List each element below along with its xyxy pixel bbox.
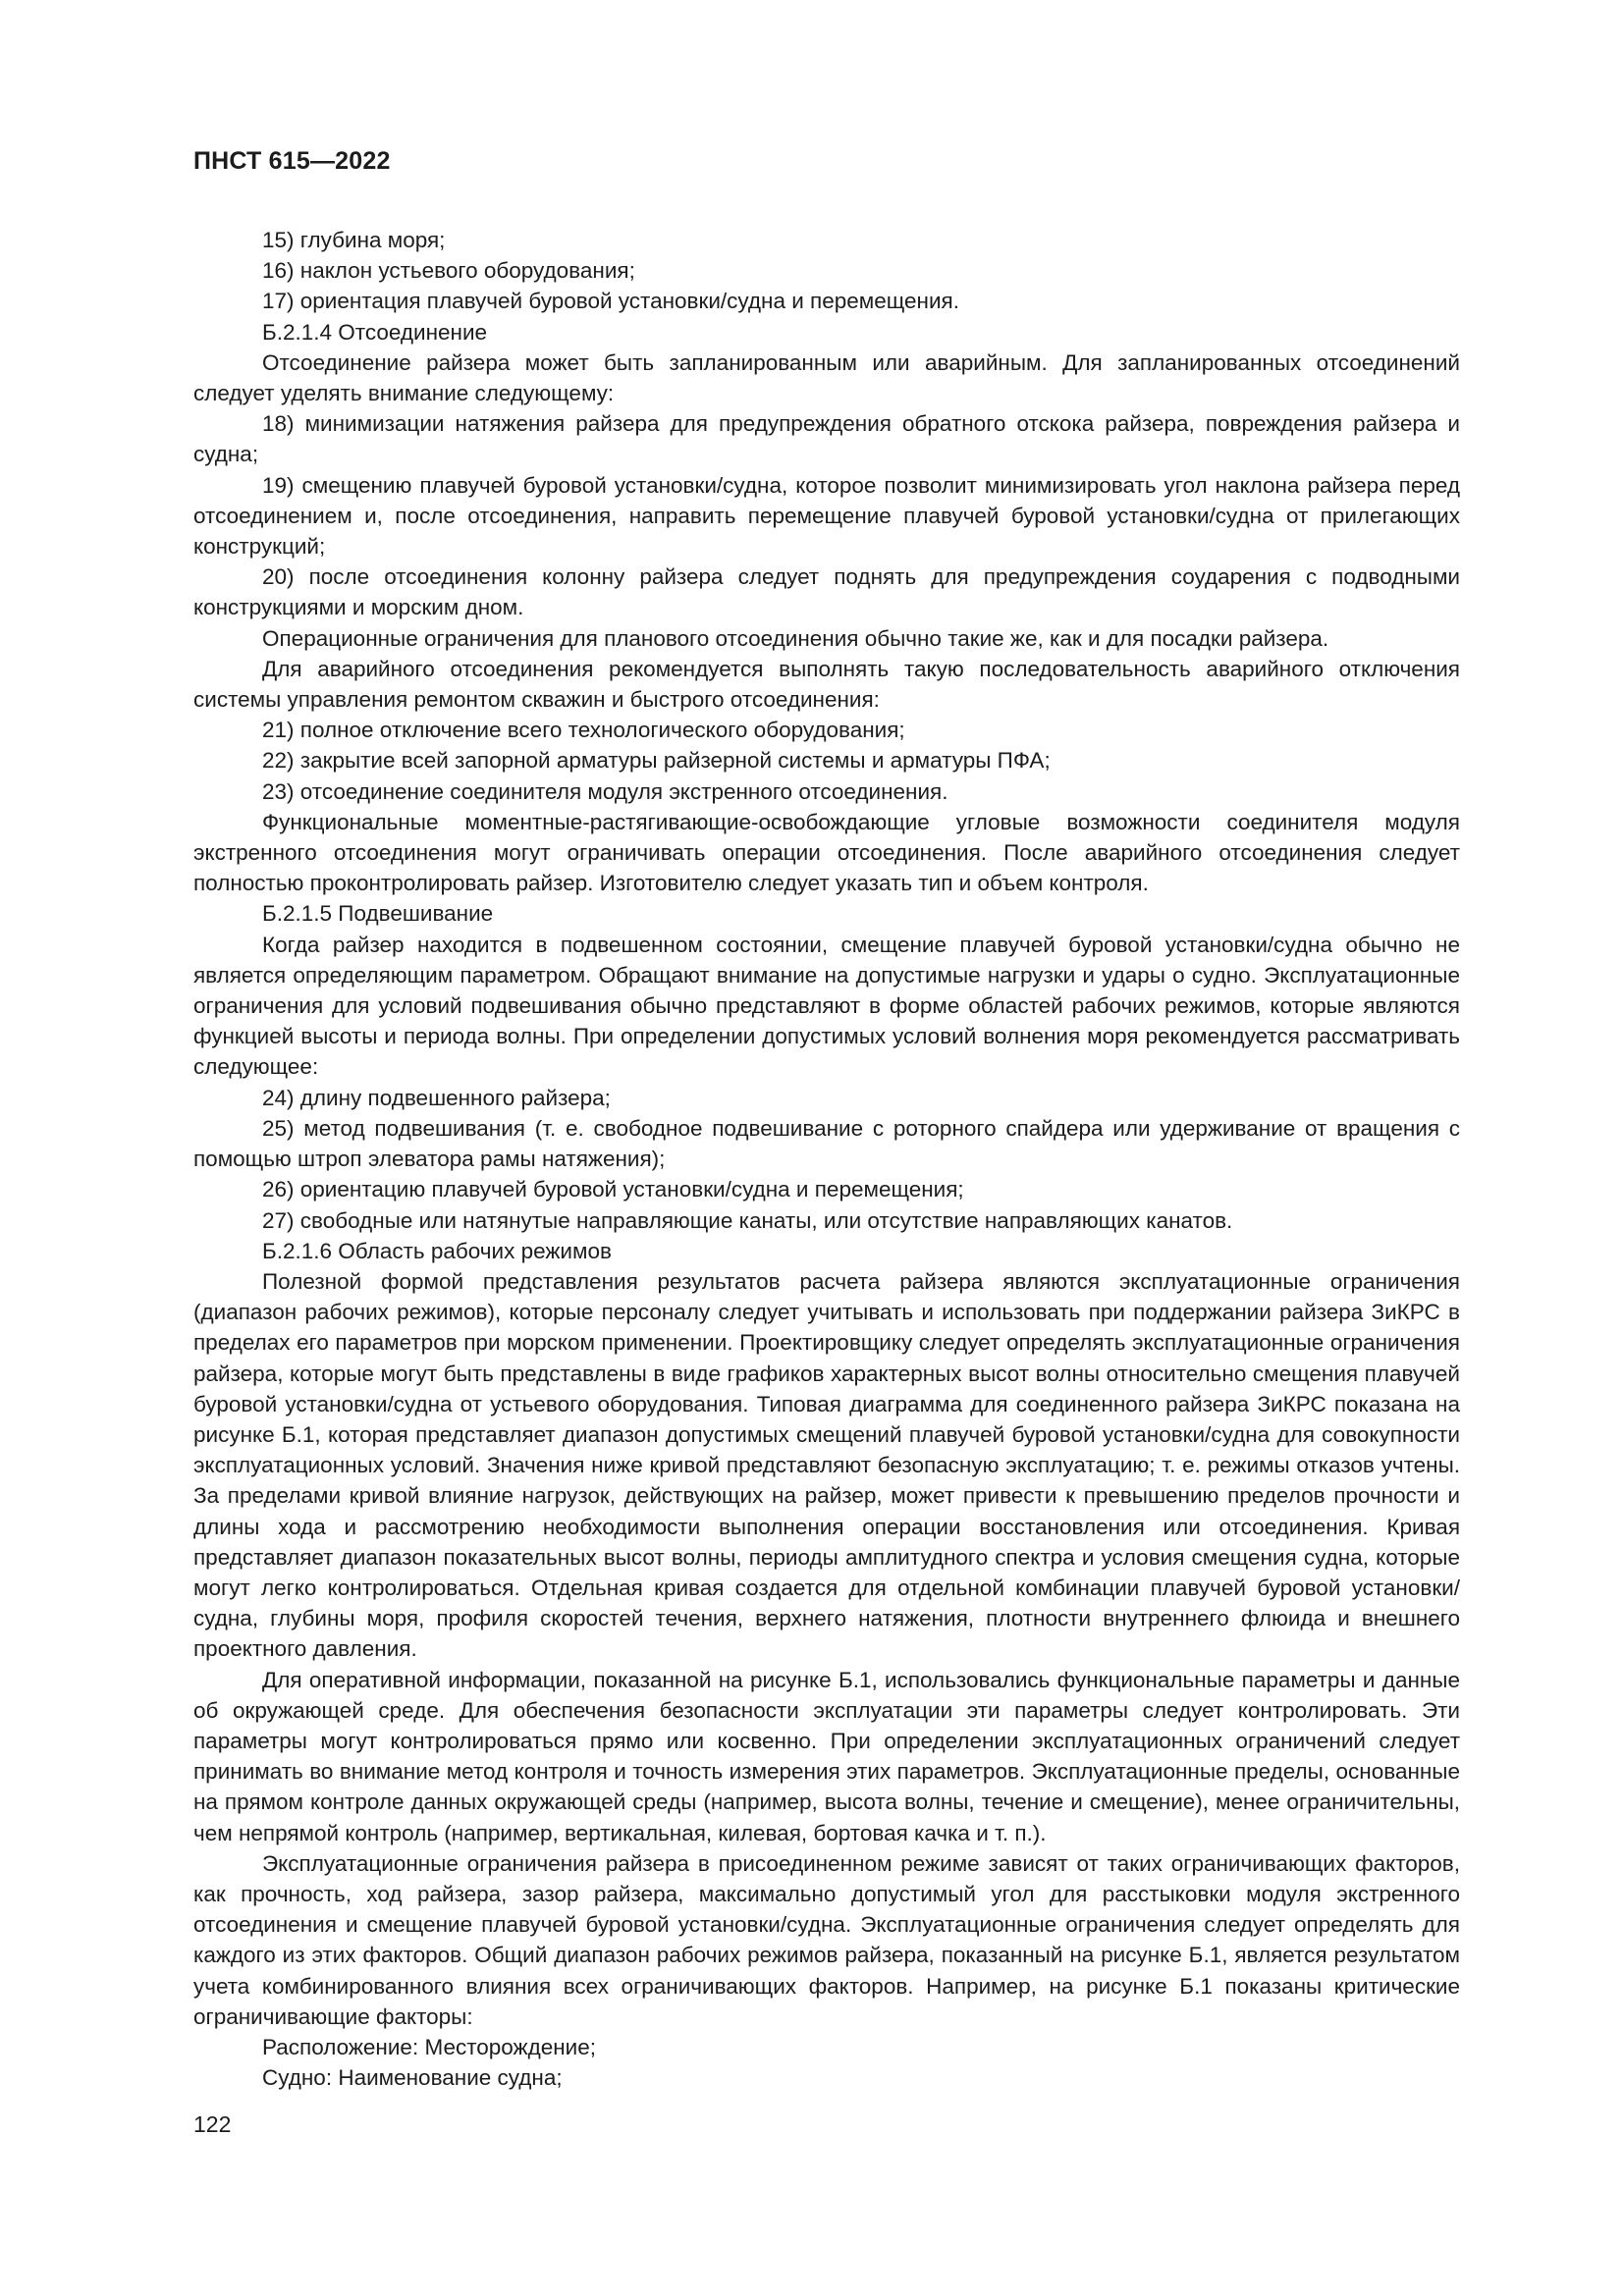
list-item-27: 27) свободные или натянутые направляющие канаты, или отсутствие направляющих канатов. — [262, 1207, 1233, 1233]
list-item-19: 19) смещению плавучей буровой установки/судна, которое позволит минимизировать угол наклона райзера перед отсоединением и, после отсоединения, направить перемещение плавучей буровой установки/судна от прилегающих конструкций; — [193, 472, 1460, 560]
paragraph: Функциональные моментные-растягивающие-освобождающие угловые возможности соединителя модуля экстренного отсоединения могут ограничивать операции отсоединения. После аварийного отсоединения следует полностью проконтролировать райзер. Изготовителю следует указать тип и объем контроля. — [193, 809, 1460, 896]
list-item-17: 17) ориентация плавучей буровой установки/судна и перемещения. — [262, 289, 959, 314]
paragraph: Операционные ограничения для планового отсоединения обычно такие же, как и для посадки райзера. — [262, 625, 1329, 651]
section-heading-b2-1-6: Б.2.1.6 Область рабочих режимов — [262, 1238, 612, 1263]
paragraph: Для оперативной информации, показанной на рисунке Б.1, использовались функциональные параметры и данные об окружающей среде. Для обеспечения безопасности эксплуатации эти параметры следует контролировать. Эти параметры могут контролироваться прямо или косвенно. При определении эксплуатационных ограничений следует принимать во внимание метод контроля и точность измерения этих параметров. Эксплуатационные пределы, основанные на прямом контроле данных окружающей среды (например, высота волны, течение и смещение), менее ограничительны, чем непрямой контроль (например, вертикальная, килевая, бортовая качка и т. п.). — [193, 1667, 1460, 1845]
list-item-23: 23) отсоединение соединителя модуля экстренного отсоединения. — [262, 778, 948, 804]
list-item-21: 21) полное отключение всего технологического оборудования; — [262, 718, 905, 743]
section-heading-b2-1-5: Б.2.1.5 Подвешивание — [262, 901, 494, 927]
list-item-16: 16) наклон устьевого оборудования; — [262, 258, 635, 284]
paragraph: Полезной формой представления результатов расчета райзера являются эксплуатационные ограничения (диапазон рабочих режимов), которые персоналу следует учитывать и использовать при поддержании райзера ЗиКРС в пределах его параметров при морском применении. Проектировщику следует определять эксплуатационные ограничения райзера, которые могут быть представлены в виде графиков характерных высот волны относительно смещения плавучей буровой установки/судна от устьевого оборудования. Типовая диаграмма для соединенного райзера ЗиКРС показана на рисунке Б.1, которая представляет диапазон допустимых смещений плавучей буровой установки/судна для совокупности эксплуатационных условий. Значения ниже кривой представляют безопасную эксплуатацию; т. е. режимы отказов учтены. За пределами кривой влияние нагрузок, действующих на райзер, может привести к превышению пределов прочности и длины хода и рассмотрению необходимости выполнения операции восстановления или отсоединения. Кривая представляет диапазон показательных высот волны, периоды амплитудного спектра и условия смещения судна, которые могут легко контролироваться. Отдельная кривая создается для отдельной комбинации плавучей буровой установки/судна, глубины моря, профиля скоростей течения, верхнего натяжения, плотности внутреннего флюида и внешнего проектного давления. — [193, 1268, 1460, 1662]
paragraph: Судно: Наименование судна; — [262, 2065, 563, 2091]
paragraph: Эксплуатационные ограничения райзера в присоединенном режиме зависят от таких ограничивающих факторов, как прочность, ход райзера, зазор райзера, максимально допустимый угол для расстыковки модуля экстренного отсоединения и смещение плавучей буровой установки/судна. Эксплуатационные ограничения следует определять для каждого из этих факторов. Общий диапазон рабочих режимов райзера, показанный на рисунке Б.1, является результатом учета комбинированного влияния всех ограничивающих факторов. Например, на рисунке Б.1 показаны критические ограничивающие факторы: — [193, 1850, 1460, 2029]
list-item-24: 24) длину подвешенного райзера; — [262, 1085, 611, 1110]
page-number: 122 — [193, 2111, 232, 2137]
list-item-18: 18) минимизации натяжения райзера для предупреждения обратного отскока райзера, повреждения райзера и судна; — [193, 411, 1460, 467]
paragraph: Когда райзер находится в подвешенном состоянии, смещение плавучей буровой установки/судна обычно не является определяющим параметром. Обращают внимание на допустимые нагрузки и удары о судно. Эксплуатационные ограничения для условий подвешивания обычно представляют в форме областей рабочих режимов, которые являются функцией высоты и периода волны. При определении допустимых условий волнения моря рекомендуется рассматривать следующее: — [193, 932, 1460, 1080]
list-item-22: 22) закрытие всей запорной арматуры райзерной системы и арматуры ПФА; — [262, 748, 1051, 774]
paragraph: Расположение: Месторождение; — [262, 2034, 596, 2059]
list-item-26: 26) ориентацию плавучей буровой установки/судна и перемещения; — [262, 1177, 964, 1202]
document-header: ПНСТ 615—2022 — [193, 147, 391, 175]
list-item-25: 25) метод подвешивания (т. е. свободное подвешивание с роторного спайдера или удерживание от вращения с помощью штроп элеватора рамы натяжения); — [193, 1115, 1460, 1172]
list-item-20: 20) после отсоединения колонну райзера следует поднять для предупреждения соударения с подводными конструкциями и морским дном. — [193, 564, 1460, 620]
list-item-15: 15) глубина моря; — [262, 228, 446, 252]
paragraph: Для аварийного отсоединения рекомендуется выполнять такую последовательность аварийного отключения системы управления ремонтом скважин и быстрого отсоединения: — [193, 656, 1460, 713]
page-body — [193, 225, 1460, 2093]
paragraph: Отсоединение райзера может быть запланированным или аварийным. Для запланированных отсоединений следует уделять внимание следующему: — [193, 349, 1460, 406]
section-heading-b2-1-4: Б.2.1.4 Отсоединение — [262, 319, 488, 345]
